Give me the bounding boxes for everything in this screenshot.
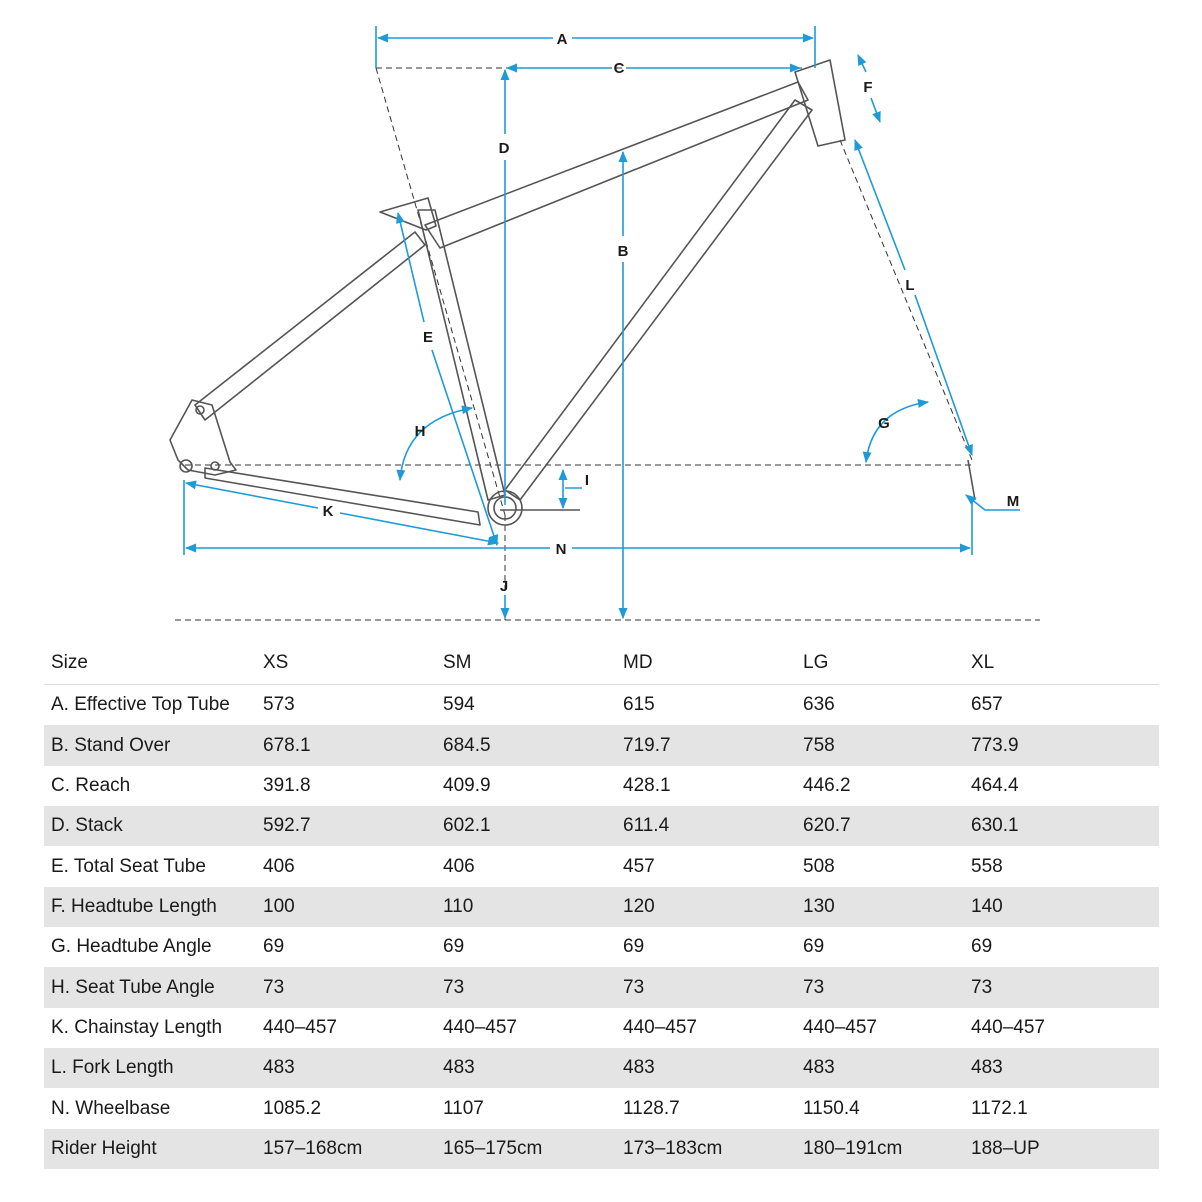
cell: 69 [263, 936, 285, 958]
chain-stay [205, 468, 480, 525]
cell: 440–457 [443, 1016, 517, 1038]
cell: 657 [971, 694, 1003, 716]
row-label: L. Fork Length [51, 1057, 174, 1079]
cell: 602.1 [443, 815, 491, 837]
row-label: Rider Height [51, 1137, 157, 1159]
top-tube [425, 82, 808, 248]
cell: 620.7 [803, 815, 851, 837]
cell: 73 [623, 976, 645, 998]
label-g: G [878, 415, 890, 432]
cell: 758 [803, 734, 835, 756]
seat-tube [418, 210, 505, 500]
label-f: F [863, 79, 873, 96]
table-row [44, 725, 1159, 765]
cell: 440–457 [803, 1016, 877, 1038]
label-a: A [556, 31, 568, 48]
dim-l [855, 140, 905, 270]
table-row [44, 967, 1159, 1007]
seat-angle-line [376, 68, 505, 515]
table-row [44, 766, 1159, 806]
cell: 73 [263, 976, 285, 998]
row-label: F. Headtube Length [51, 895, 217, 917]
row-label: E. Total Seat Tube [51, 855, 206, 877]
cell: 440–457 [263, 1016, 337, 1038]
label-e: E [422, 329, 434, 346]
cell: 73 [443, 976, 465, 998]
cell: 1107 [443, 1097, 484, 1119]
label-k: K [322, 503, 334, 520]
cell: 615 [623, 694, 655, 716]
row-label: G. Headtube Angle [51, 936, 212, 958]
header-xs: XS [256, 642, 436, 685]
cell: 69 [803, 936, 825, 958]
label-d: D [498, 140, 510, 157]
dim-f [858, 55, 866, 72]
cell: 165–175cm [443, 1137, 543, 1159]
header-size: Size [44, 642, 256, 685]
label-b: B [617, 243, 629, 260]
cell: 140 [971, 895, 1003, 917]
cell: 773.9 [971, 734, 1019, 756]
cell: 69 [971, 936, 993, 958]
table-row [44, 1048, 1159, 1088]
cell: 457 [623, 855, 655, 877]
label-i: I [584, 472, 590, 489]
table-row [44, 806, 1159, 846]
header-xl: XL [964, 642, 1159, 685]
table-row [44, 846, 1159, 886]
cell: 611.4 [623, 815, 670, 837]
label-h: H [414, 423, 426, 440]
cell: 630.1 [971, 815, 1019, 837]
dim-h-arc [400, 408, 472, 480]
header-sm: SM [436, 642, 616, 685]
cell: 1085.2 [263, 1097, 322, 1119]
cell: 120 [623, 895, 655, 917]
rear-axle [180, 460, 192, 472]
cell: 406 [263, 855, 295, 877]
row-label: B. Stand Over [51, 734, 171, 756]
cell: 483 [803, 1057, 835, 1079]
seat-collar [380, 198, 436, 230]
dropout-bolt [211, 462, 219, 470]
cell: 391.8 [263, 774, 311, 796]
table-row [44, 1008, 1159, 1048]
label-n: N [555, 541, 567, 558]
cell: 406 [443, 855, 475, 877]
cell: 409.9 [443, 774, 491, 796]
cell: 440–457 [971, 1016, 1045, 1038]
cell: 69 [623, 936, 645, 958]
cell: 483 [971, 1057, 1003, 1079]
cell: 1172.1 [971, 1097, 1028, 1119]
fork-stub [968, 460, 975, 500]
dim-k [340, 513, 498, 543]
dim-e [432, 350, 497, 545]
table-row [44, 1129, 1159, 1169]
cell: 636 [803, 694, 835, 716]
cell: 1150.4 [803, 1097, 860, 1119]
table-row [44, 685, 1159, 726]
bike-frame [170, 60, 975, 525]
cell: 130 [803, 895, 835, 917]
dim-l [915, 295, 972, 455]
cell: 464.4 [971, 774, 1019, 796]
fork-axis-line [840, 140, 972, 460]
table-row [44, 927, 1159, 967]
cell: 594 [443, 694, 475, 716]
cell: 573 [263, 694, 295, 716]
cell: 446.2 [803, 774, 851, 796]
table-row [44, 887, 1159, 927]
cell: 180–191cm [803, 1137, 903, 1159]
dimension-lines [184, 26, 1020, 618]
cell: 508 [803, 855, 835, 877]
header-md: MD [616, 642, 796, 685]
label-l: L [905, 277, 915, 294]
cell: 719.7 [623, 734, 671, 756]
table-row [44, 1088, 1159, 1128]
cell: 483 [623, 1057, 655, 1079]
cell: 157–168cm [263, 1137, 363, 1159]
cell: 558 [971, 855, 1003, 877]
cell: 678.1 [263, 734, 311, 756]
label-m: M [1006, 493, 1020, 510]
label-j: J [499, 578, 509, 595]
row-label: C. Reach [51, 774, 131, 796]
row-label: D. Stack [51, 815, 123, 837]
row-label: K. Chainstay Length [51, 1016, 223, 1038]
cell: 483 [443, 1057, 475, 1079]
dim-g-arc [866, 402, 928, 462]
cell: 1128.7 [623, 1097, 680, 1119]
reference-lines [175, 68, 1040, 620]
row-label: A. Effective Top Tube [51, 694, 230, 716]
cell: 173–183cm [623, 1137, 723, 1159]
cell: 110 [443, 895, 474, 917]
cell: 684.5 [443, 734, 491, 756]
geometry-table [44, 642, 1159, 1169]
cell: 73 [971, 976, 993, 998]
label-c: C [613, 60, 625, 77]
cell: 69 [443, 936, 465, 958]
dim-e [398, 213, 424, 322]
cell: 188–UP [971, 1137, 1040, 1159]
cell: 592.7 [263, 815, 311, 837]
table-header-row [44, 642, 1159, 685]
row-label: H. Seat Tube Angle [51, 976, 215, 998]
header-lg: LG [796, 642, 964, 685]
cell: 483 [263, 1057, 295, 1079]
seat-stay [195, 232, 425, 420]
cell: 440–457 [623, 1016, 697, 1038]
cell: 100 [263, 895, 295, 917]
cell: 428.1 [623, 774, 671, 796]
cell: 73 [803, 976, 825, 998]
row-label: N. Wheelbase [51, 1097, 171, 1119]
dim-f [871, 98, 880, 122]
dimension-labels [323, 31, 1020, 595]
